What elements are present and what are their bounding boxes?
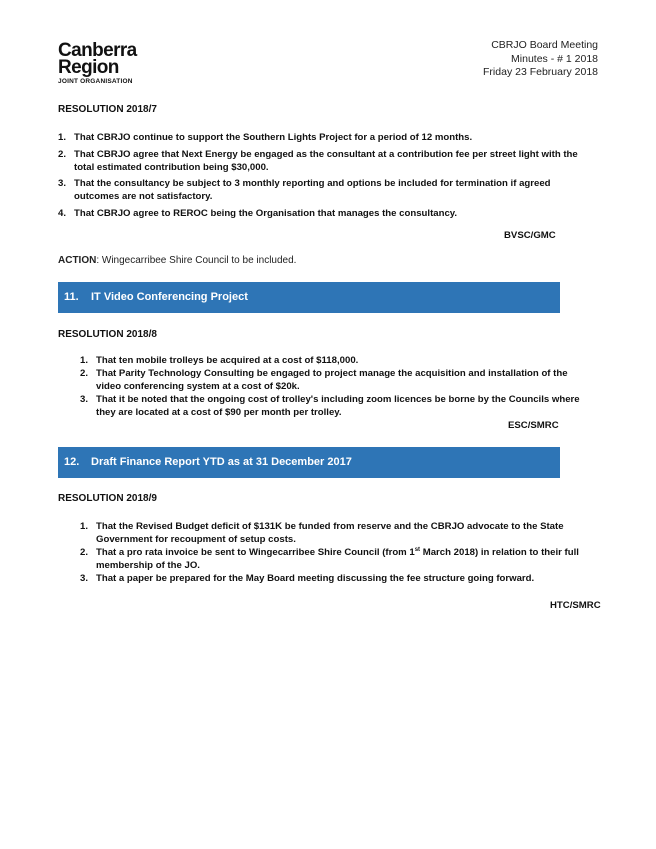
list-item [58,148,598,174]
resolution-heading: RESOLUTION 2018/7 [58,104,157,115]
list-item [80,393,592,419]
section-title: IT Video Conferencing Project [91,291,248,303]
list-item [80,546,592,572]
item-number: 1. [58,132,67,143]
item-text: That CBRJO agree that Next Energy be engaged as the consultant at a contribution fee per street light with the total estimated contribution being $30,000. [74,148,578,173]
resolution-list [58,131,598,223]
action-text: : Wingecarribee Shire Council to be included. [96,255,297,266]
logo-line-2: Region [58,57,119,78]
item-number: 2. [80,547,89,558]
list-item [80,572,592,585]
item-number: 2. [80,368,89,379]
list-item [80,354,592,367]
mover-seconder: ESC/SMRC [508,420,559,431]
item-text: That the Revised Budget deficit of $131K be funded from reserve and the CBRJO advocate to the State Government for recoupment of setup costs. [96,521,564,545]
section-number: 11. [64,291,79,303]
header-minutes: Minutes - # 1 2018 [511,52,598,65]
section-title: Draft Finance Report YTD as at 31 December 2017 [91,456,352,468]
section-bar-12 [58,447,560,478]
item-text-start: That a pro rata invoice be sent to Wingecarribee Shire Council (from 1 [96,547,415,558]
list-item [80,520,592,546]
item-number: 1. [80,521,89,532]
resolution-heading: RESOLUTION 2018/8 [58,329,157,340]
item-number: 3. [80,573,89,584]
mover-seconder: HTC/SMRC [550,600,601,611]
item-number: 3. [58,178,67,189]
list-item [58,177,598,203]
document-header [483,39,598,80]
section-bar-11 [58,282,560,313]
item-number: 3. [80,394,89,405]
logo [58,42,178,85]
item-text: That ten mobile trolleys be acquired at a cost of $118,000. [96,355,359,366]
item-number: 4. [58,207,67,219]
item-text: That it be noted that the ongoing cost of trolley's including zoom licences be borne by the Councils where they are located at a cost of $90 per month per trolley. [96,394,580,418]
action-note [58,255,296,266]
list-item [80,367,592,393]
item-text-end: March 2018) in relation to their full membership of the JO. [96,547,579,571]
resolution-list [80,354,592,419]
resolution-list [80,520,592,585]
list-item [58,131,598,144]
header-meeting: CBRJO Board Meeting [491,39,598,51]
item-text: That the consultancy be subject to 3 monthly reporting and options be included for termination if agreed outcomes are not satisfactory. [74,178,551,202]
list-item [58,207,598,220]
action-label: ACTION [58,255,97,266]
item-text: That CBRJO continue to support the Southern Lights Project for a period of 12 months. [74,132,473,143]
ordinal-suffix: st [414,546,421,553]
section-number: 12. [64,456,80,468]
item-text: That a paper be prepared for the May Board meeting discussing the fee structure going forward. [96,573,535,584]
item-text: That CBRJO agree to REROC being the Organisation that manages the consultancy. [74,207,458,219]
item-number: 1. [80,355,89,366]
logo-subtitle: JOINT ORGANISATION [58,78,133,85]
item-text: That Parity Technology Consulting be engaged to project manage the acquisition and installation of the video conferencing system at a cost of $20k. [96,368,568,392]
item-number: 2. [58,148,67,160]
mover-seconder: BVSC/GMC [504,230,556,241]
logo-line-1: Canberra [58,40,137,61]
resolution-heading: RESOLUTION 2018/9 [58,493,157,504]
header-date: Friday 23 February 2018 [483,66,598,78]
